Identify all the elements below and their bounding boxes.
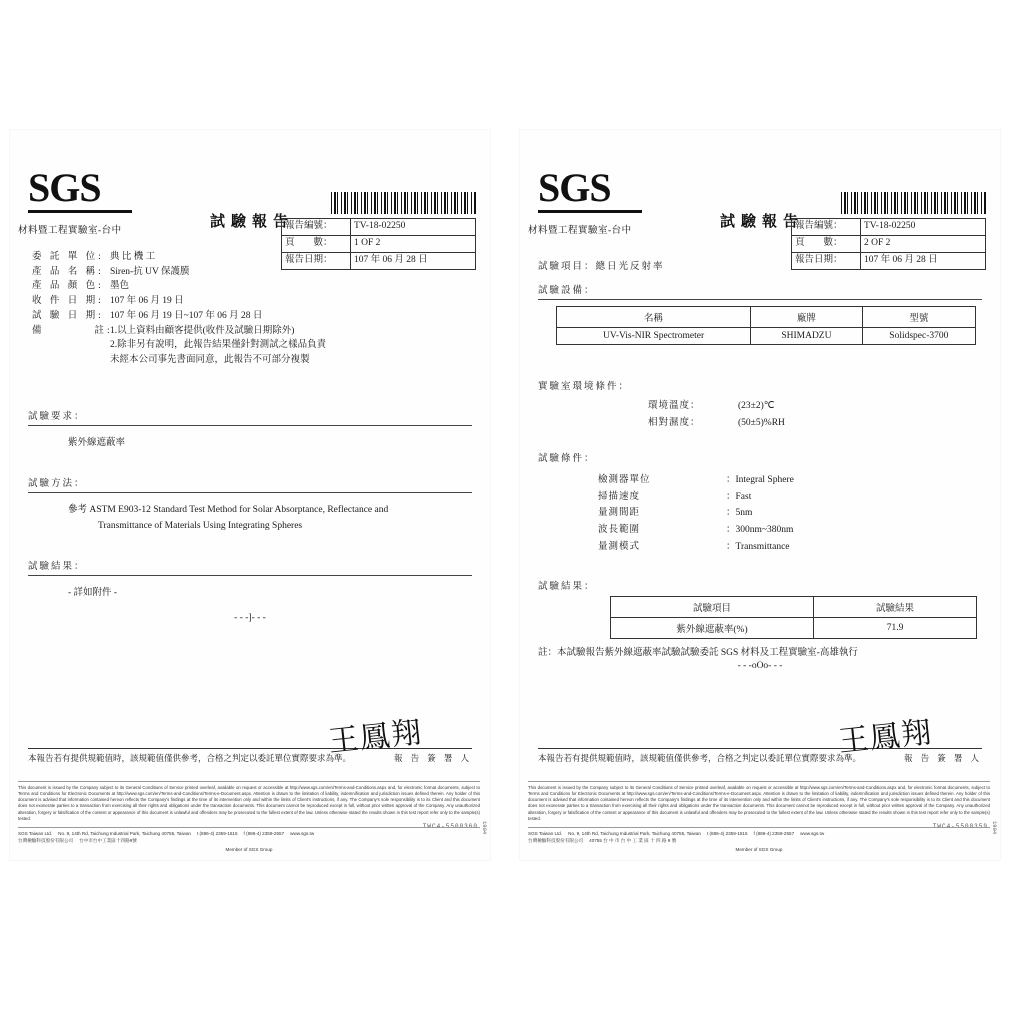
- equipment-model: Solidspec-3700: [862, 328, 975, 345]
- method-line-1: 參考 ASTM E903-12 Standard Test Method for Solar Absorptance, Reflectance and: [68, 505, 389, 515]
- footer-row-zh: [528, 838, 990, 845]
- section-heading: 試驗條件：: [538, 454, 596, 464]
- footer-member: Member of SGS Group: [735, 847, 783, 853]
- environment-key: 環境溫度：: [648, 401, 701, 411]
- environment-key: 相對濕度：: [648, 417, 701, 428]
- section-heading: 實驗室環境條件：: [538, 382, 631, 392]
- table-row: [792, 235, 986, 252]
- meta-value: TV-18-02250: [351, 219, 476, 236]
- footer-right: [528, 827, 990, 854]
- signature-title: 報 告 簽 署 人: [903, 753, 982, 763]
- signature-disclaimer: 本報告若有提供規範值時，該規範值僅供參考，合格之判定以委託單位實際要求為準。: [28, 753, 352, 763]
- footer-web: www.sgs.tw: [290, 831, 315, 837]
- signature-title: 報 告 簽 署 人: [393, 753, 472, 763]
- meta-value: 107 年 06 月 28 日: [351, 252, 476, 269]
- condition-value: ：300nm~380nm: [726, 524, 794, 535]
- footer-row-zh: [18, 838, 480, 845]
- results-end-mark: - - -oOo- - -: [737, 661, 783, 671]
- footer-address-zh2: 40755 台 中 市 台 中 工 業 區 十 四 路 9 號: [589, 838, 677, 844]
- footer-member: Member of SGS Group: [225, 847, 273, 853]
- fineprint-right: This document is issued by the Company subject to its General Conditions of Service printed overleaf, available on request or accessible at http://www.sgs.com/en/Terms-and-Conditions.aspx and, for electronic format documents, subject to Terms and Conditions for Electronic Documents at http://www.sgs.com/en/Terms-and-Conditions/Terms-e-Document.aspx. Attention is drawn to the limitation of liability, indemnification and jurisdiction issues defined therein. Any holder of this document is advised that information contained hereon reflects the Company's findings at the time of its intervention only and within the limits of Client's instructions, if any. The Company's sole responsibility is to its Client and this document does not exonerate parties to a transaction from exercising all their rights and obligations under the transaction documents. This document cannot be reproduced except in full, without prior written approval of the Company. Any unauthorized alteration, forgery or falsification of the content or appearance of this document is unlawful and offenders may be prosecuted to the fullest extent of the law. Unless otherwise stated the results shown in this test report refer only to the sample(s) tested.: [528, 781, 990, 822]
- condition-value: ：Transmittance: [726, 541, 790, 552]
- signature-mark: 王 鳳 翔: [326, 716, 420, 759]
- table-row: [282, 219, 476, 236]
- test-item-label: 試驗項目：: [538, 262, 596, 272]
- condition-key: 掃描速度: [598, 491, 641, 502]
- condition-value: ：Fast: [726, 491, 752, 502]
- condition-row: [598, 472, 982, 489]
- report-title-right: 試驗報告: [720, 214, 805, 230]
- table-row: [557, 328, 976, 345]
- environment-value: (50±5)%RH: [738, 417, 785, 428]
- equipment-table: [556, 306, 976, 345]
- info-value: 107 年 06 月 19 日: [110, 296, 184, 307]
- results-value: 71.9: [814, 618, 977, 639]
- meta-value: 2 OF 2: [861, 235, 986, 252]
- info-value: Siren-抗 UV 保護膜: [110, 266, 190, 277]
- info-value: 典 比 機 工: [110, 252, 156, 262]
- table-row: [611, 618, 977, 639]
- footer-fax: f (886-4) 2359-2557: [243, 831, 285, 837]
- signature-block-right: [538, 716, 982, 764]
- lab-name-left: 材料暨工程實驗室-台中: [18, 226, 122, 236]
- section-end-mark: - - -]- - -: [234, 613, 266, 624]
- condition-value: ：Integral Sphere: [726, 475, 794, 485]
- environment-row: [648, 398, 982, 415]
- footer-company-zh: 台灣檢驗科技股份有限公司: [528, 838, 584, 844]
- equipment-name: UV-Vis-NIR Spectrometer: [557, 328, 751, 345]
- client-info-block: [32, 250, 326, 368]
- results-item: 紫外線遮蔽率(%): [611, 618, 814, 639]
- side-code-right: 1904: [991, 820, 998, 834]
- test-item-line: [538, 258, 982, 274]
- sgs-logo-text: SGS: [538, 165, 611, 210]
- section-heading: 試驗方法：: [28, 479, 86, 489]
- sgs-logo-underline: [28, 210, 132, 213]
- section-heading: 試驗結果：: [538, 582, 596, 592]
- remark-extra-lines: [110, 338, 326, 367]
- table-row: [792, 219, 986, 236]
- results-col-value: 試驗結果: [814, 597, 977, 618]
- meta-value: 107 年 06 月 28 日: [861, 252, 986, 269]
- meta-key: 頁 數：: [792, 235, 861, 252]
- info-value: 107 年 06 月 19 日~107 年 06 月 28 日: [110, 310, 263, 321]
- condition-key: 波長範圍: [598, 524, 641, 535]
- footer-address-en: No. 9, 14th Rd, Taichung Industrial Park, Taichung 40755, Taiwan: [568, 831, 701, 837]
- info-label: 產 品 名 稱:: [32, 266, 104, 277]
- signature-disclaimer: 本報告若有提供規範值時，該規範值僅供參考，合格之判定以委託單位實際要求為準。: [538, 753, 862, 763]
- info-label: 收 件 日 期:: [32, 296, 104, 307]
- meta-key: 報告編號：: [282, 219, 351, 236]
- info-row: [32, 265, 326, 280]
- results-table: [610, 596, 977, 639]
- sgs-logo-text: SGS: [28, 165, 101, 210]
- section-conditions: [538, 450, 982, 555]
- section-heading: 試驗結果：: [28, 562, 86, 572]
- equipment-col-model: 型號: [862, 307, 975, 328]
- meta-key: 報告日期：: [792, 252, 861, 269]
- meta-key: 頁 數：: [282, 235, 351, 252]
- section-test-request: [28, 408, 472, 451]
- info-label: 試 驗 日 期:: [32, 310, 104, 321]
- sgs-logo-underline: [538, 210, 642, 213]
- test-item-value: 總日光反射率: [595, 262, 665, 272]
- info-row: [32, 279, 326, 294]
- info-row: [32, 250, 326, 265]
- footer-tel: t (886-4) 2359-1515: [196, 831, 238, 837]
- section-body: [28, 493, 472, 534]
- section-body: 紫外線遮蔽率: [68, 438, 126, 448]
- footer-left: [18, 827, 480, 854]
- section-environment: [538, 378, 982, 431]
- fineprint-code-right: TWC4-5500359: [932, 823, 988, 830]
- results-col-item: 試驗項目: [611, 597, 814, 618]
- footer-tel: t (886-4) 2359-1515: [706, 831, 748, 837]
- table-header-row: [557, 307, 976, 328]
- condition-key: 量測間距: [598, 508, 641, 519]
- method-line-2: Transmittance of Materials Using Integrating Spheres: [98, 521, 303, 532]
- footer-fax: f (886-4) 2359-2557: [753, 831, 795, 837]
- remark-line-1: 1.以上資料由顧客提供(收件及試驗日期除外): [110, 325, 295, 336]
- lab-name-right: 材料暨工程實驗室-台中: [528, 226, 632, 236]
- footer-company-en: SGS Taiwan Ltd.: [18, 831, 53, 837]
- environment-value: (23±2)℃: [738, 401, 775, 411]
- equipment-col-name: 名稱: [557, 307, 751, 328]
- info-label: 產 品 顏 色:: [32, 281, 104, 292]
- section-results: [538, 578, 982, 671]
- meta-value: TV-18-02250: [861, 219, 986, 236]
- footer-address-en: No. 9, 14th Rd, Taichung Industrial Park, Taichung 40755, Taiwan: [58, 831, 191, 837]
- remark-label: 備 註:: [32, 325, 113, 336]
- footer-address-zh: 台中市台中工業區十四路9號: [79, 838, 137, 844]
- sgs-logo-page2: [538, 165, 642, 213]
- section-rule: [538, 299, 982, 300]
- fineprint-code-left: TWC4-5500360: [422, 823, 478, 830]
- section-equipment: [538, 282, 982, 345]
- environment-row: [648, 415, 982, 432]
- fineprint-left: This document is issued by the Company subject to its General Conditions of Service printed overleaf, available on request or accessible at http://www.sgs.com/en/Terms-and-Conditions.aspx and, for electronic format documents, subject to Terms and Conditions for Electronic Documents at http://www.sgs.com/en/Terms-and-Conditions/Terms-e-Document.aspx. Attention is drawn to the limitation of liability, indemnification and jurisdiction issues defined therein. Any holder of this document is advised that information contained hereon reflects the Company's findings at the time of its intervention only and within the limits of Client's instructions, if any. The Company's sole responsibility is to its Client and this document does not exonerate parties to a transaction from exercising all their rights and obligations under the transaction documents. This document cannot be reproduced except in full, without prior written approval of the Company. Any unauthorized alteration, forgery or falsification of the content or appearance of this document is unlawful and offenders may be prosecuted to the fullest extent of the law. Unless otherwise stated the results shown in this test report refer only to the sample(s) tested.: [18, 781, 480, 822]
- table-header-row: [611, 597, 977, 618]
- condition-row: [598, 522, 982, 539]
- condition-row: [598, 505, 982, 522]
- info-row: [32, 294, 326, 309]
- condition-row: [598, 489, 982, 506]
- sgs-logo: [28, 165, 132, 213]
- barcode-right: [841, 192, 986, 214]
- report-sheet-page2: [520, 130, 1000, 860]
- footer-company-zh: 台灣檢驗科技股份有限公司: [18, 838, 74, 844]
- equipment-col-brand: 廠牌: [751, 307, 863, 328]
- conditions-rows: [538, 466, 982, 555]
- section-heading: 試驗要求：: [28, 412, 86, 422]
- remark-line-2: 2.除非另有說明，此報告結果僅針對測試之樣品負責: [110, 340, 327, 351]
- meta-value: 1 OF 2: [351, 235, 476, 252]
- section-test-result: [28, 558, 472, 626]
- barcode-left: [331, 192, 476, 214]
- equipment-brand: SHIMADZU: [751, 328, 863, 345]
- info-label: 委 託 單 位:: [32, 252, 104, 262]
- footer-company-en: SGS Taiwan Ltd.: [528, 831, 563, 837]
- info-row: [32, 309, 326, 324]
- environment-rows: [538, 394, 982, 431]
- results-note: 註：本試驗報告紫外線遮蔽率試驗試驗委託 SGS 材料及工程實驗室-高雄執行: [538, 648, 858, 658]
- section-test-item: [538, 258, 982, 274]
- signature-block-left: [28, 716, 472, 764]
- condition-value: ：5nm: [726, 508, 753, 519]
- info-value: 墨色: [110, 281, 130, 292]
- info-row-remark: [32, 324, 326, 339]
- meta-key: 報告日期：: [282, 252, 351, 269]
- remark-line-3: 未經本公司事先書面同意，此報告不可部分複製: [110, 355, 310, 366]
- side-code-left: 1904: [481, 820, 488, 834]
- meta-key: 報告編號：: [792, 219, 861, 236]
- section-body: - 詳如附件 -: [68, 588, 118, 598]
- signature-mark: 王 鳳 翔: [836, 716, 930, 759]
- report-sheet-page1: [10, 130, 490, 860]
- section-test-method: [28, 475, 472, 534]
- condition-row: [598, 539, 982, 556]
- condition-key: 量測模式: [598, 541, 641, 552]
- section-heading: 試驗設備：: [538, 286, 596, 296]
- condition-key: 檢測器單位: [598, 475, 651, 485]
- footer-web: www.sgs.tw: [800, 831, 825, 837]
- report-title-left: 試驗報告: [210, 214, 295, 230]
